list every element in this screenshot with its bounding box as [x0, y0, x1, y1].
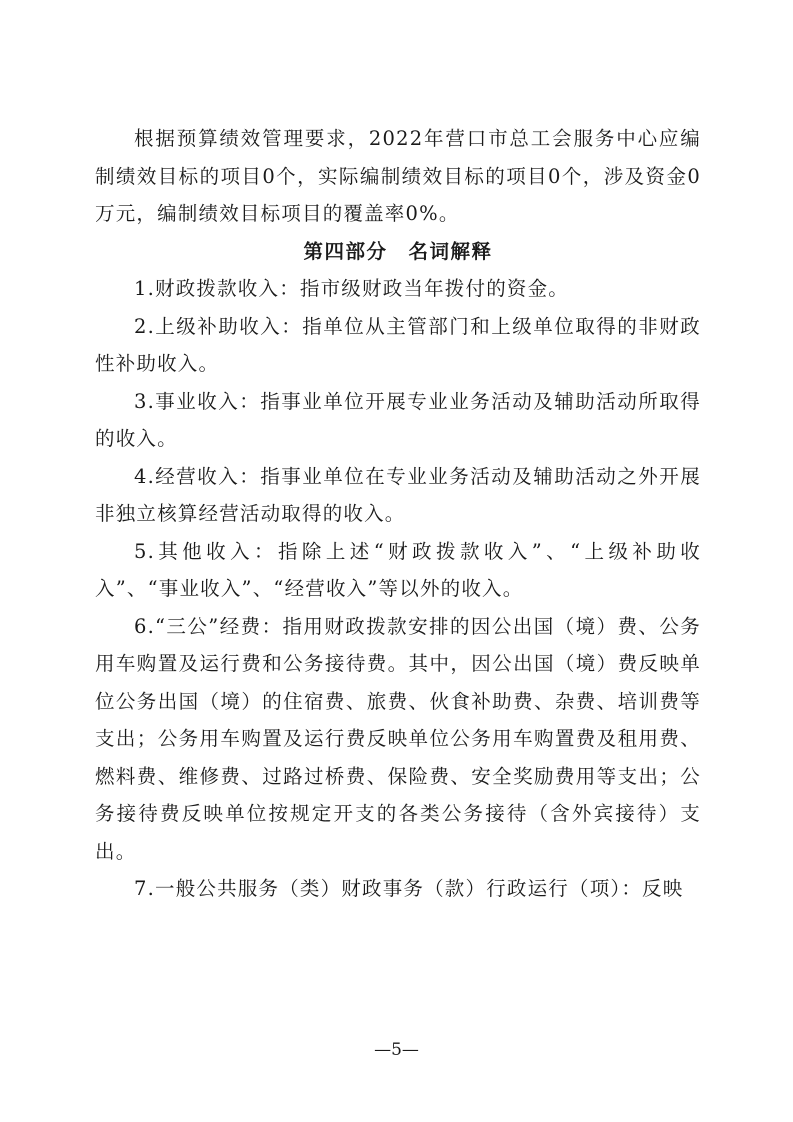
definition-item-6: 6.“三公”经费：指用财政拨款安排的因公出国（境）费、公务用车购置及运行费和公务接待费。其中，因公出国（境）费反映单位公务出国（境）的住宿费、旅费、伙食补助费、杂费、培训费等支出；公务用车购置及运行费反映单位公务用车购置费及租用费、燃料费、维修费、过路过桥费、保险费、安全奖励费用等支出；公务接待费反映单位按规定开支的各类公务接待（含外宾接待）支出。 — [95, 614, 701, 863]
section-heading: 第四部分 名词解释 — [303, 239, 493, 263]
definition-item-1: 1.财政拨款收入：指市级财政当年拨付的资金。 — [134, 277, 570, 300]
page-number: —5— — [374, 1040, 419, 1060]
document-body — [95, 120, 701, 908]
definition-item-3: 3.事业收入：指事业单位开展专业业务活动及辅助活动所取得的收入。 — [95, 389, 701, 450]
definition-item-7: 7.一般公共服务（类）财政事务（款）行政运行（项）：反映 — [134, 877, 684, 900]
definition-item-5: 5.其他收入：指除上述“财政拨款收入”、“上级补助收入”、“事业收入”、“经营收入”等以外的收入。 — [95, 539, 701, 600]
definition-item-2: 2.上级补助收入：指单位从主管部门和上级单位取得的非财政性补助收入。 — [95, 314, 701, 375]
intro-paragraph: 根据预算绩效管理要求，2022年营口市总工会服务中心应编制绩效目标的项目0个，实际编制绩效目标的项目0个，涉及资金0万元，编制绩效目标项目的覆盖率0%。 — [95, 127, 701, 225]
definition-item-4: 4.经营收入：指事业单位在专业业务活动及辅助活动之外开展非独立核算经营活动取得的收入。 — [95, 464, 701, 525]
